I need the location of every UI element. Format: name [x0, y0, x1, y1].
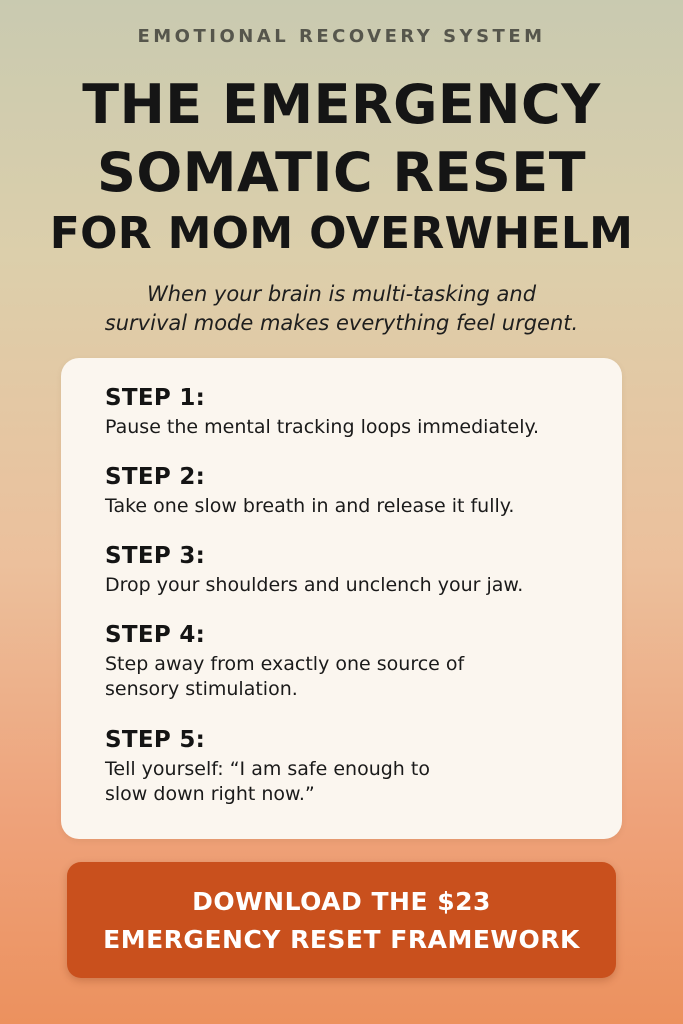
step-5-label: STEP 5:	[105, 727, 206, 753]
step-3	[105, 542, 605, 598]
page-title-line-1: THE EMERGENCY	[82, 73, 601, 136]
subtitle-line-1: When your brain is multi-tasking and	[146, 282, 537, 306]
step-5	[105, 726, 605, 807]
step-2	[105, 463, 605, 519]
step-5-text-line-2: slow down right now.”	[105, 783, 315, 805]
subtitle	[0, 280, 683, 338]
download-button-label-line-1: DOWNLOAD THE $23	[192, 887, 491, 916]
step-1-text	[105, 415, 605, 440]
step-2-text	[105, 494, 605, 519]
step-1-label: STEP 1:	[105, 385, 206, 411]
step-1-text-line-1: Pause the mental tracking loops immediately.	[105, 416, 540, 438]
step-4-text-line-2: sensory stimulation.	[105, 678, 298, 700]
step-3-text	[105, 573, 605, 598]
eyebrow-label: EMOTIONAL RECOVERY SYSTEM	[137, 26, 546, 47]
subtitle-line-2: survival mode makes everything feel urgent.	[104, 311, 579, 335]
step-3-label: STEP 3:	[105, 543, 206, 569]
step-1	[105, 384, 605, 440]
step-2-label: STEP 2:	[105, 464, 206, 490]
download-button-label-line-2: EMERGENCY RESET FRAMEWORK	[103, 925, 580, 954]
page-title-line-2: SOMATIC RESET	[96, 141, 587, 204]
step-2-text-line-1: Take one slow breath in and release it fully.	[105, 495, 515, 517]
step-4-text-line-1: Step away from exactly one source of	[105, 653, 465, 675]
step-3-text-line-1: Drop your shoulders and unclench your jaw.	[105, 574, 524, 596]
step-5-text	[105, 757, 605, 807]
download-framework-button[interactable]	[67, 862, 616, 978]
page-title-line-3: FOR MOM OVERWHELM	[49, 208, 634, 259]
step-4	[105, 621, 605, 702]
step-4-label: STEP 4:	[105, 622, 206, 648]
steps-card	[61, 358, 622, 839]
step-4-text	[105, 652, 605, 702]
step-5-text-line-1: Tell yourself: “I am safe enough to	[105, 758, 430, 780]
